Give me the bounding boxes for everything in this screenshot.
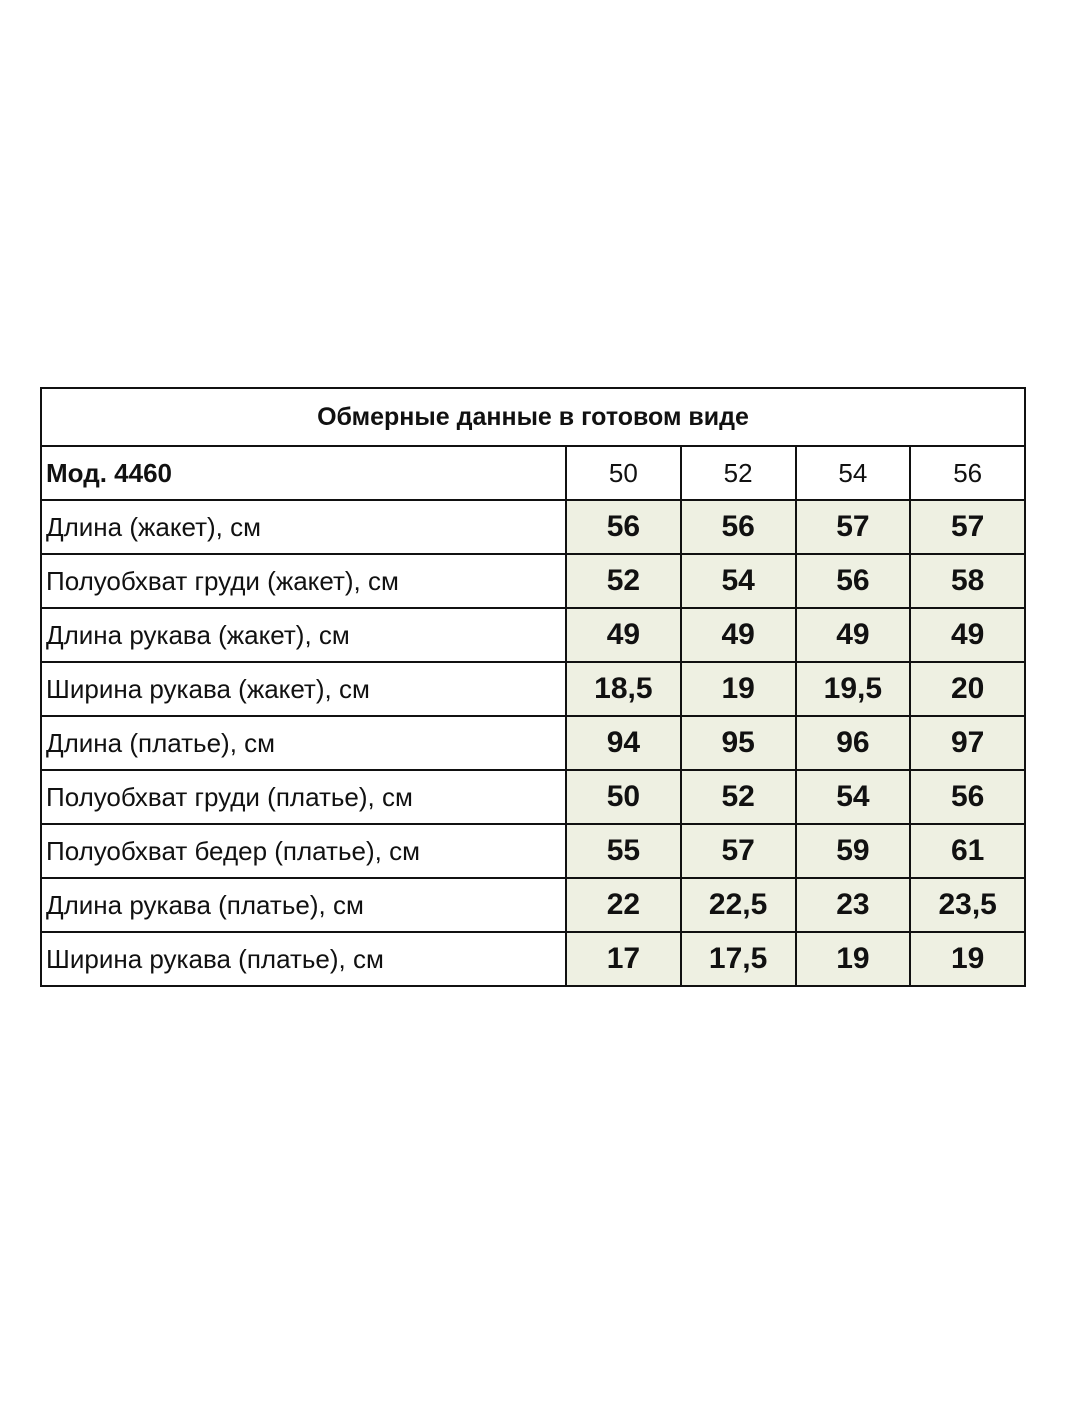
measurement-value: 23 (796, 878, 911, 932)
table-row (41, 770, 1025, 824)
measurement-value: 22 (566, 878, 681, 932)
measurement-value: 19 (681, 662, 796, 716)
measurement-value: 96 (796, 716, 911, 770)
measurement-value: 17,5 (681, 932, 796, 986)
measurement-value: 97 (910, 716, 1025, 770)
measurement-value: 59 (796, 824, 911, 878)
table-body (41, 388, 1025, 986)
measurement-label: Длина (жакет), см (41, 500, 566, 554)
measurement-value: 94 (566, 716, 681, 770)
table-row (41, 824, 1025, 878)
measurement-value: 23,5 (910, 878, 1025, 932)
measurement-value: 50 (566, 770, 681, 824)
measurement-label: Длина рукава (жакет), см (41, 608, 566, 662)
measurement-value: 49 (796, 608, 911, 662)
measurement-value: 49 (910, 608, 1025, 662)
measurement-label: Ширина рукава (жакет), см (41, 662, 566, 716)
measurement-value: 58 (910, 554, 1025, 608)
measurement-value: 56 (796, 554, 911, 608)
measurement-value: 18,5 (566, 662, 681, 716)
measurement-value: 56 (681, 500, 796, 554)
measurement-label: Ширина рукава (платье), см (41, 932, 566, 986)
model-label: Мод. 4460 (41, 446, 566, 500)
size-header: 56 (910, 446, 1025, 500)
size-table (40, 387, 1026, 987)
size-header: 54 (796, 446, 911, 500)
measurement-label: Полуобхват бедер (платье), см (41, 824, 566, 878)
measurement-label: Полуобхват груди (жакет), см (41, 554, 566, 608)
table-title: Обмерные данные в готовом виде (41, 388, 1025, 446)
measurement-value: 55 (566, 824, 681, 878)
table-row (41, 932, 1025, 986)
measurement-value: 19 (910, 932, 1025, 986)
measurement-value: 54 (681, 554, 796, 608)
table-row (41, 554, 1025, 608)
measurement-label: Полуобхват груди (платье), см (41, 770, 566, 824)
measurement-value: 19,5 (796, 662, 911, 716)
measurement-label: Длина рукава (платье), см (41, 878, 566, 932)
measurement-value: 56 (566, 500, 681, 554)
measurement-value: 95 (681, 716, 796, 770)
size-header: 50 (566, 446, 681, 500)
measurement-value: 20 (910, 662, 1025, 716)
table-row (41, 500, 1025, 554)
measurement-value: 52 (566, 554, 681, 608)
title-row (41, 388, 1025, 446)
measurement-value: 22,5 (681, 878, 796, 932)
table-row (41, 878, 1025, 932)
table-row (41, 662, 1025, 716)
table-row (41, 608, 1025, 662)
size-header: 52 (681, 446, 796, 500)
measurement-value: 52 (681, 770, 796, 824)
measurement-value: 54 (796, 770, 911, 824)
measurement-value: 56 (910, 770, 1025, 824)
measurement-label: Длина (платье), см (41, 716, 566, 770)
measurement-value: 17 (566, 932, 681, 986)
measurement-value: 57 (796, 500, 911, 554)
table-row (41, 716, 1025, 770)
measurement-value: 19 (796, 932, 911, 986)
measurement-value: 61 (910, 824, 1025, 878)
measurement-value: 49 (681, 608, 796, 662)
measurement-value: 49 (566, 608, 681, 662)
measurement-value: 57 (910, 500, 1025, 554)
header-row (41, 446, 1025, 500)
measurement-value: 57 (681, 824, 796, 878)
